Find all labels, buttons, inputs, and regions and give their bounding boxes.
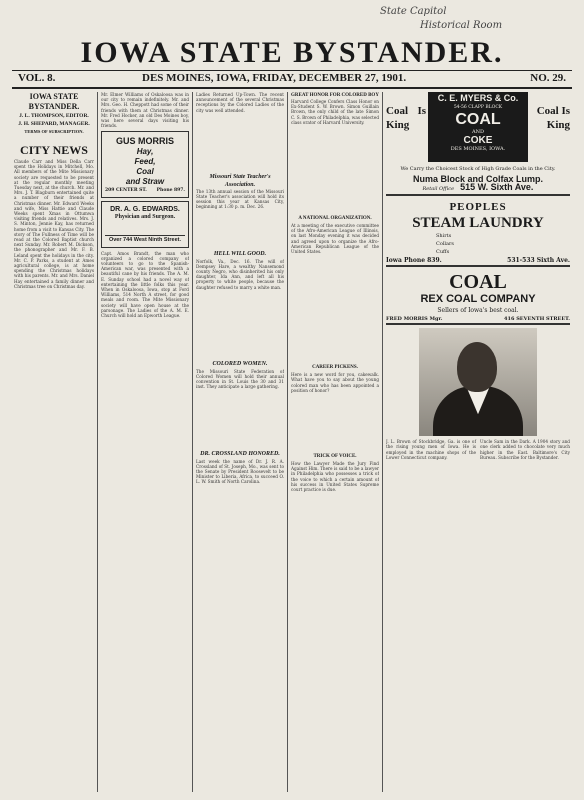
column-text: The Missouri State Federation of Colored Women will hold their annual convention in St. Louis the 30 and 31 inst. They anticipate a large gathering. — [196, 368, 284, 390]
dateline: DES MOINES, IOWA, FRIDAY, DECEMBER 27, 1901. — [142, 72, 407, 84]
numa-line: Numa Block and Colfax Lump. — [412, 174, 544, 184]
column-text: Uncle Sam in the Dark. A 1904 story and one clerk added to chocolate very much higher in the East. Baltimore's City Bureau. Subscribe for the Bystander. — [480, 439, 570, 460]
handwritten-note-2: Historical Room — [420, 20, 503, 31]
ad-line: Coal — [136, 167, 154, 177]
column-text: The 13th annual session of the Missouri State Teacher's association will hold its session this year at Kansas City, beginning at 1:30 p. m. Dec. 26. — [196, 188, 284, 210]
ad-subtitle: Physician and Surgeon. — [114, 214, 176, 221]
ad-address: 209 CENTER ST. — [105, 188, 147, 194]
ad-line: Hay, — [136, 147, 154, 157]
column-text: At a meeting of the executive committee of the Afro-American League of Illinois, on last Monday evening it was decided and agreed upon to organize the Afro-American Republican League of the United States. — [291, 223, 379, 255]
ad-line: Feed, — [134, 157, 156, 167]
laundry-phone: Iowa Phone 839. — [386, 257, 442, 265]
colored-women-heading: COLORED WOMEN. — [212, 360, 268, 367]
company-city: DES MOINES, IOWA. — [450, 146, 506, 152]
volume-number: VOL. 8. — [18, 72, 56, 84]
ad-title: GUS MORRIS — [115, 136, 174, 147]
issue-number: NO. 29. — [530, 72, 566, 84]
rex-subtitle: Sellers of Iowa's best coal. — [437, 307, 519, 315]
column-rule — [382, 92, 383, 792]
column-text: Capt. Amos Brandt, the man who organized a colored company of volunteers to go to the Spanish-American war, was presented with a beautiful cane by his friends. The A. M. E. Sunday school had a novel way of entertaining the little folks this year. When in Oskaloosa, Iowa, stop at Ford Williams, 514 North A street, for good meals and room. The Mite Missionary society will have open house at the parsonage. The Ladies of the A. M. E. Church will hold an Epworth League. — [101, 250, 189, 319]
laundry-title: STEAM LAUNDRY — [412, 215, 544, 232]
ad-title: DR. A. G. EDWARDS. — [110, 206, 180, 214]
coal-is-king-right: Coal Is King — [536, 105, 570, 131]
column-text: Ladies Returned Up-Town. The recent announcement of the several Christmas receptions by the Colored Ladies of the city was well attended. — [196, 92, 284, 113]
and-word: AND — [472, 129, 484, 135]
coal-word: COAL — [455, 111, 501, 128]
retail-address: 515 W. Sixth Ave. — [460, 182, 534, 192]
manager-line: J. H. SHEPARD, MANAGER. — [18, 121, 90, 127]
column-heading: IOWA STATE BYSTANDER. — [28, 92, 80, 111]
choice-line: We Carry the Choicest Stock of High Grade Coals in the City. — [400, 166, 556, 172]
column-text: Last week the name of Dr. J. R. A. Crossland of St. Joseph, Mo., was sent to the Senate by President Roosevelt to be Minister to Liberia, Africa, to succeed O. L. W. Smith of North Carolina. — [196, 458, 284, 485]
column-text: Harvard College Confers Class Honor on Ex-Student S. W. Brown. Simon Guillain Brown, the only child of the late Simon C. S. Brown of Philadelphia, was selected class orator of Harvard University. — [291, 99, 379, 125]
peoples-word: PEOPLES — [449, 201, 507, 214]
rex-address: 416 SEVENTH STREET. — [504, 316, 570, 323]
editor-line: J. L. THOMPSON, EDITOR. — [19, 113, 89, 119]
laundry-address: 531-533 Sixth Ave. — [507, 257, 570, 265]
edwards-ad — [101, 201, 189, 247]
ad-address: Over 744 West Ninth Street. — [105, 235, 185, 244]
handwritten-note-1: State Capitol — [380, 6, 447, 17]
portrait-caption: J. L. Brown of Stockbridge, Ga. is one of the rising young men of Iowa. He is employed in the machine shops of the Lower Connecticut company. — [386, 439, 476, 460]
column-text: Claude Carr and Miss Della Carr spent the Holidays in Mitchell, Mo. All members of the Mite Missionary society are requested to be present at the regular monthly meeting Tuesday next, at the church. Mr. and Mrs. J. T. Blagburn entertained quite a number of their friends at Christmas dinner. Mr. Edward Weeks and wife, Miss Hattie and Claude Weeks spent Xmas in Ottumwa visiting friends and relatives. Mrs. J. S. Minton, Jennie Kay, has returned home from a visit to Kansas City. The story of The Fullness of Time will be read at the Colored Baptist church next Sunday. Mr. Robert M. Dickson, the phonographer and Mr. F. B. Leland spent the holidays in the city. Mr. C. P. Parks, a student at Ames agricultural college, is at home spending the Christmas holidays with his parents. Mr. and Mrs. Daniel Hay entertained a family dinner and Christmas tree on Christmas day. — [14, 159, 94, 289]
national-org-heading: A NATIONAL ORGANIZATION. — [298, 216, 372, 222]
ad-phone: Phone 897. — [156, 188, 185, 194]
rex-coal-word: COAL — [449, 271, 507, 294]
column-text: How the Lawyer Made the Jury Find Against Him. There is said to be a lawyer in Philadelphia who possesses a trick of the voice to which a certain amount of his success in United States Supreme court practice is due. — [291, 461, 379, 493]
price-collars: Collars — [436, 241, 454, 248]
portrait-face — [457, 342, 497, 392]
ad-line: and Straw — [125, 177, 165, 187]
city-news-heading: CITY NEWS — [20, 143, 88, 157]
retail-label: Retail Office — [422, 186, 455, 192]
column-rule — [192, 92, 193, 792]
company-name: C. E. MYERS & Co. — [437, 93, 519, 103]
column-text: Mr. Elmer Williams of Oskaloosa was in our city to remain indefinitely. Mr. and Mrs. Geo. H. Cheppott had some of their friends with them at Christmas dinner. Mr. Fred Hocker, an old Des Moines boy, was here several days visiting his friends. — [101, 92, 189, 129]
masthead-title: IOWA STATE BYSTANDER. — [80, 36, 504, 69]
column-rule — [97, 92, 98, 792]
terms-heading: TERMS OF SUBSCRIPTION. — [24, 129, 84, 134]
coke-word: COKE — [463, 135, 493, 146]
price-shirts: Shirts — [436, 233, 452, 240]
honor-heading: GREAT HONOR FOR COLORED BOY — [291, 93, 379, 98]
rex-manager: FRED MORRIS Mgr. — [386, 316, 443, 323]
column-2 — [101, 92, 189, 792]
issue-bar — [12, 70, 572, 89]
column-text: Norfolk, Va., Dec. 16. The will of Dempsey Hare, a wealthy Nansemond county Negro, who disinherited his only daughter, Ida Ann, and left all his property to white people, because the daughter refused to marry a white man. — [196, 258, 284, 290]
rex-company: REX COAL COMPANY — [420, 293, 536, 306]
myers-logo-block — [428, 92, 528, 162]
trick-heading: TRICK OF VOICE. — [313, 454, 357, 460]
column-text: Here is a new word for you, cakewalk. What have you to say about the young colored man who has been appointed a position of honor? — [291, 372, 379, 393]
coal-is-king-left: Coal Is King — [386, 105, 426, 131]
crossland-heading: DR. CROSSLAND HONORED. — [200, 450, 280, 457]
missouri-heading: Missouri State Teacher's Association. — [209, 173, 271, 188]
column-1 — [14, 92, 94, 792]
column-5 — [386, 92, 570, 792]
myers-coal-ad — [386, 92, 570, 166]
column-3 — [196, 92, 284, 792]
career-heading: CAREER PICKENS. — [312, 365, 358, 371]
gus-morris-ad — [101, 131, 189, 198]
hell-heading: HELL WILL GOOD. — [213, 250, 267, 257]
company-address: 54-56 CLAPP BLOCK — [453, 105, 503, 110]
portrait-photo — [419, 328, 537, 436]
price-cuffs: Cuffs — [436, 249, 450, 256]
column-rule — [287, 92, 288, 792]
column-4 — [291, 92, 379, 792]
